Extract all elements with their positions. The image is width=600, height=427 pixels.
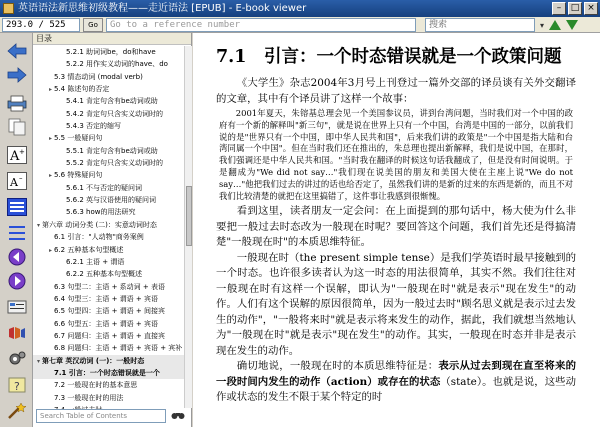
toc-list xyxy=(33,46,184,408)
search-dropdown-icon[interactable]: ▾ xyxy=(540,20,545,30)
toc-item[interactable] xyxy=(33,379,184,391)
search-input[interactable]: 搜索 xyxy=(425,18,535,32)
toc-header: 目录 xyxy=(33,33,191,45)
toc-item[interactable] xyxy=(33,194,184,206)
svg-text:–: – xyxy=(19,174,23,182)
binoculars-icon[interactable] xyxy=(171,410,185,423)
toc-item-label: 5.2.2 用作实义动词的have、do xyxy=(66,60,168,69)
help-icon[interactable] xyxy=(6,375,28,395)
toc-item[interactable] xyxy=(33,132,184,144)
toolbar xyxy=(0,17,600,33)
toc-item[interactable] xyxy=(33,58,184,70)
toc-item[interactable] xyxy=(33,71,184,83)
toc-item[interactable] xyxy=(33,293,184,305)
font-smaller-icon[interactable] xyxy=(6,171,28,191)
paragraph-4-lead: 确切地说，一般现在时的本质思维特征是： xyxy=(236,360,439,373)
book-content xyxy=(193,33,600,427)
toc-item-label: 6.2 五种基本句型概述 xyxy=(54,245,124,254)
svg-text:A: A xyxy=(10,176,18,189)
paragraph-4 xyxy=(216,359,576,406)
toc-expand-marker[interactable]: ▸ xyxy=(48,172,52,180)
toc-item-label: 5.5 一般疑问句 xyxy=(54,134,103,143)
action-sidebar xyxy=(0,33,33,427)
bookmark-icon[interactable] xyxy=(6,323,28,343)
paragraph-4-emphasis: 表示从过去到现在直至将来的一段时间内发生的动作（action）或存在的状态 xyxy=(216,360,576,388)
toc-item[interactable] xyxy=(33,256,184,268)
toc-item[interactable] xyxy=(33,392,184,404)
back-arrow-icon[interactable] xyxy=(6,41,28,61)
toc-item-label: 5.4.1 肯定句含有be动词或助 xyxy=(66,97,158,106)
quote-block: 2001年夏天，朱镕基总理会见一个美国参议员，讲到台湾问题，当时我们对一个中国的政府有一个新的解释叫"新三句"，就是说在世界上只有一个中国，台湾是中国的一部分，以前我们说的是"世界只有一个中国，即中华人民共和国"，后来我们讲的政策是"一个中国是指大陆和台湾同属一个中国"。但在当时我们还在推出的，朱总理也提出新解释，我们是说中国，在那时，我们强调还是中华人民共和国。"当时我在翻译的时候这句话我翻成了，但是没有时间说明。于是翻成为"We did not say…"我们现在说美国的朋友和美国大使在主座上说"We do not say…"他把我们过去的讲过的话也给否定了，虽然我们讲的是新的过来的东西是新的，而且不对我们比较清楚的就把在这里搞错了，这件事让我感到很惭愧。 xyxy=(219,108,573,201)
toc-item-label: 6.2.1 主语 + 谓语 xyxy=(66,257,125,266)
toc-item[interactable] xyxy=(33,95,184,107)
toc-item-label: 7.1 引言：一个时态错误就是一个 xyxy=(54,368,160,377)
toc-item[interactable] xyxy=(33,219,184,231)
toc-item[interactable] xyxy=(33,46,184,58)
toc-item-label: 6.2.2 五种基本句型概述 xyxy=(66,270,143,279)
toc-item[interactable] xyxy=(33,169,184,181)
toc-item-label: 7.2 一般现在时的基本意思 xyxy=(54,381,138,390)
toc-item[interactable] xyxy=(33,231,184,243)
toc-item-label: 5.6.1 不与否定的疑问词 xyxy=(66,183,143,192)
toc-item[interactable] xyxy=(33,108,184,120)
find-next-icon[interactable] xyxy=(566,20,578,30)
paragraph-2: 看到这里，读者朋友一定会问：在上面提到的那句话中，杨大使为什么非要把一般过去时态改为一般现在时呢？要回答这个问题，我们首先还是得搞清楚"一般现在时"的本质思维特征。 xyxy=(216,205,576,249)
toc-item[interactable] xyxy=(33,182,184,194)
app-icon xyxy=(3,3,14,14)
toc-item[interactable] xyxy=(33,281,184,293)
toc-item-label: 5.4.2 肯定句只含实义动词时的 xyxy=(66,109,164,118)
toc-expand-marker[interactable]: ▸ xyxy=(48,135,52,143)
toc-toggle-icon[interactable] xyxy=(6,223,28,243)
print-icon[interactable] xyxy=(6,93,28,113)
toc-item-label: 5.2.1 助词词be，do和have xyxy=(66,48,156,56)
settings-icon[interactable] xyxy=(6,349,28,369)
window-title: 英语语法新思维初级教程——走近语法 [EPUB] - E-book viewer xyxy=(18,3,307,14)
copy-icon[interactable] xyxy=(6,117,28,137)
toc-item[interactable] xyxy=(33,342,184,354)
toc-item-label: 6.8 问题归：主语 + 谓语 + 宾语 + 宾补 xyxy=(54,344,183,353)
magic-icon[interactable] xyxy=(6,401,28,421)
toc-item[interactable] xyxy=(33,268,184,280)
paragraph-3: 一般现在时（the present simple tense）是我们学英语时最早接触到的一个时态。也许很多读者认为这一时态的用法很简单，其实不然。我们往往对一般现在时有这样一个误解，即认为"一般现在时"就是表示"现在发生"的动作。人们有这个误解的原因很简单，因为一般过去时"顾名思义就是表示过去发生的动作"，"一般将来时"就是表示将来发生的动作，据此，我们就想当然地认为"一般现在时"就是表示"现在发生"的动作。其实，一般现在时态并非是表示现在发生的动作。 xyxy=(216,251,576,357)
toc-item-label: 6.6 句型五：主语 + 谓语 + 宾语 xyxy=(54,319,158,328)
toc-expand-marker[interactable]: ▸ xyxy=(48,86,52,94)
svg-text:A: A xyxy=(10,149,20,164)
reference-mode-icon[interactable] xyxy=(6,297,28,317)
svg-text:?: ? xyxy=(14,380,20,393)
paragraph-1: 《大学生》杂志2004年3月号上刊登过一篇外交部的译员谈有关外交翻译的文章，其中有个译员讲了这样一个故事： xyxy=(216,77,576,105)
toc-item-label: 5.4 陈述句的否定 xyxy=(54,85,110,94)
toc-item-label: 5.6.2 英与汉语使用的疑问词 xyxy=(66,196,157,205)
toc-item-label: 第六章 动词分类 (二)：实意动词时态 xyxy=(42,220,157,229)
toc-panel xyxy=(33,33,192,427)
toc-item-label: 6.4 句型三：主语 + 谓语 + 宾语 xyxy=(54,294,158,303)
title-bar xyxy=(0,0,600,17)
toc-scrollbar[interactable] xyxy=(184,46,192,408)
toc-scroll-thumb[interactable] xyxy=(186,186,192,246)
toc-item[interactable] xyxy=(33,367,184,379)
maximize-button[interactable]: □ xyxy=(568,2,582,15)
toc-search-input[interactable]: Search Table of Contents xyxy=(36,409,166,423)
toc-item[interactable] xyxy=(33,318,184,330)
next-page-icon[interactable] xyxy=(6,271,28,291)
toc-item-label: 5.3 情态动词 (modal verb) xyxy=(54,72,143,81)
paragraph-4-tail: （state）。也就是说，这些动作或状态的发生不限于某个特定的时 xyxy=(216,375,577,404)
toc-item[interactable] xyxy=(33,83,184,95)
toc-item-label: 5.5.1 肯定句含有be动词或助 xyxy=(66,146,158,155)
toc-item-label: 7.3 一般现在时的用法 xyxy=(54,393,124,402)
toc-item[interactable] xyxy=(33,305,184,317)
toc-item-label: 第七章 英汉动词 (一)：一般时态 xyxy=(42,356,145,365)
toc-item[interactable] xyxy=(33,355,184,367)
toc-item-label: 6.3 句型二：主语 + 系动词 + 表语 xyxy=(54,282,165,291)
reference-input[interactable]: Go to a reference number xyxy=(106,18,416,32)
minimize-button[interactable]: – xyxy=(552,2,566,15)
toc-item-label: 5.4.3 否定的缩写 xyxy=(66,122,122,131)
toc-expand-marker[interactable]: ▾ xyxy=(36,221,40,229)
toc-item-label: 5.6 特殊疑问句 xyxy=(54,171,103,180)
go-button[interactable]: Go xyxy=(83,18,103,32)
page-number-input[interactable]: 293.0 / 525 xyxy=(2,18,80,32)
toc-item-label: 5.5.2 肯定句只含实义动词时的 xyxy=(66,159,164,168)
find-previous-icon[interactable] xyxy=(549,20,561,30)
toc-icon[interactable] xyxy=(6,197,28,217)
toc-item[interactable] xyxy=(33,206,184,218)
toc-item-label: 6.7 问题归：主语 + 谓语 + 直接宾 xyxy=(54,331,165,340)
close-button[interactable]: × xyxy=(584,2,598,15)
font-larger-icon[interactable] xyxy=(6,145,28,165)
forward-arrow-icon[interactable] xyxy=(6,65,28,85)
toc-item[interactable] xyxy=(33,145,184,157)
toc-item[interactable] xyxy=(33,244,184,256)
svg-text:+: + xyxy=(19,148,25,156)
toc-expand-marker[interactable]: ▾ xyxy=(36,357,40,365)
toc-item[interactable] xyxy=(33,120,184,132)
toc-item-label: 5.6.3 how的用法研究 xyxy=(66,208,136,217)
previous-page-icon[interactable] xyxy=(6,247,28,267)
toc-item[interactable] xyxy=(33,157,184,169)
toc-item-label: 6.5 句型四：主语 + 谓语 + 间接宾 xyxy=(54,307,165,316)
toc-item-label: 6.1 引言："人动物"商务案例 xyxy=(54,233,144,242)
toc-item[interactable] xyxy=(33,330,184,342)
section-heading: 7.1 引言：一个时态错误就是一个政策问题 xyxy=(216,47,562,67)
toc-expand-marker[interactable]: ▸ xyxy=(48,246,52,254)
